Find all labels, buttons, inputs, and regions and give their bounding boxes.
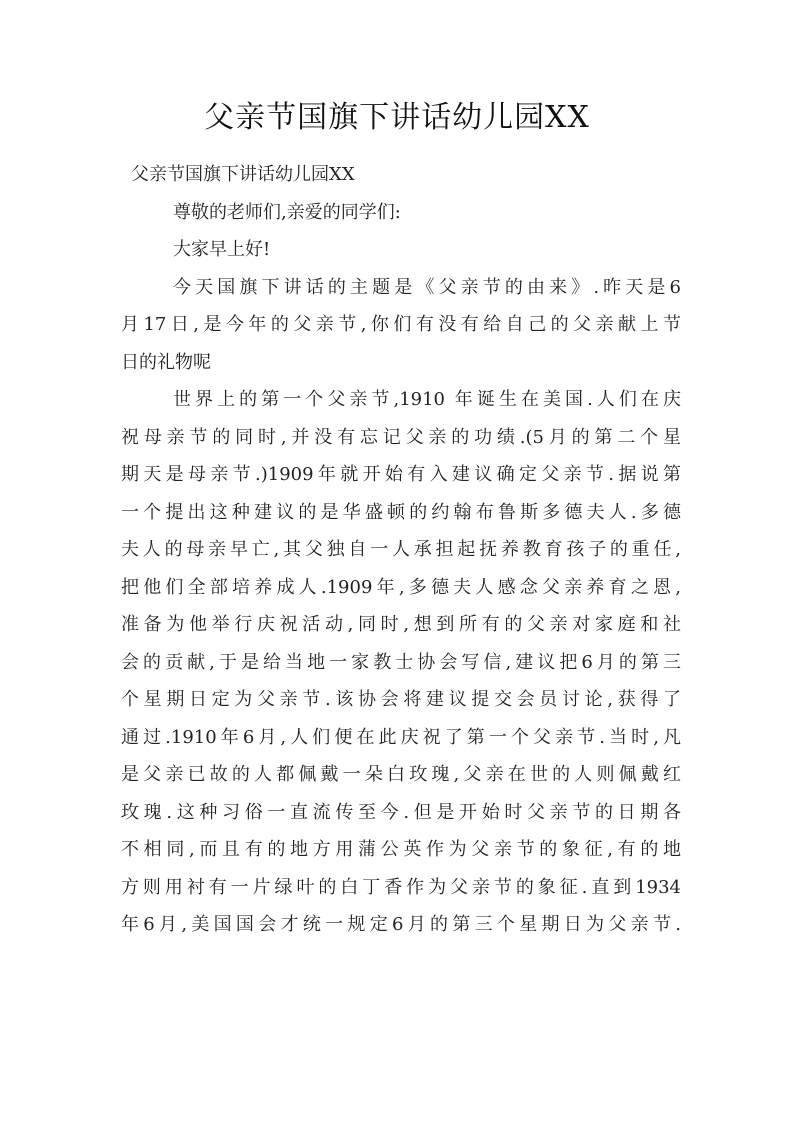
greeting-line: 大家早上好! <box>173 239 271 260</box>
paragraph-line: 一个提出这种建议的是华盛顿的约翰布鲁斯多德夫人.多德 <box>121 501 681 523</box>
paragraph-line: 是父亲已故的人都佩戴一朵白玫瑰,父亲在世的人则佩戴红 <box>121 764 681 785</box>
paragraph-line: 通过.1910年6月,人们便在此庆祝了第一个父亲节.当时,凡 <box>121 726 681 748</box>
paragraph-line: 个星期日定为父亲节.该协会将建议提交会员讨论,获得了 <box>121 689 681 710</box>
paragraph-line: 把他们全部培养成人.1909年,多德夫人感念父亲养育之恩, <box>121 576 681 598</box>
paragraph-line: 期天是母亲节.)1909年就开始有入建议确定父亲节.据说第 <box>121 464 681 485</box>
paragraph-line: 年6月,美国国会才统一规定6月的第三个星期日为父亲节. <box>121 914 681 935</box>
paragraph-line: 世界上的第一个父亲节,1910 年诞生在美国.人们在庆 <box>173 389 681 410</box>
paragraph-line: 日的礼物呢 <box>121 351 211 373</box>
paragraph-line: 祝母亲节的同时,并没有忘记父亲的功绩.(5月的第二个星 <box>121 426 681 448</box>
paragraph-line: 方则用衬有一片绿叶的白丁香作为父亲节的象征.直到1934 <box>121 876 681 898</box>
paragraph-line: 会的贡献,于是给当地一家教士协会写信,建议把6月的第三 <box>121 651 681 673</box>
document-body <box>121 156 681 944</box>
paragraph-line: 不相同,而且有的地方用蒲公英作为父亲节的象征,有的地 <box>121 839 681 860</box>
paragraph-line: 玫瑰.这种习俗一直流传至今.但是开始时父亲节的日期各 <box>121 801 681 823</box>
paragraph-line: 准备为他举行庆祝活动,同时,想到所有的父亲对家庭和社 <box>121 614 681 635</box>
greeting-line: 尊敬的老师们,亲爱的同学们: <box>173 201 401 223</box>
paragraph-line: 夫人的母亲早亡,其父独自一人承担起抚养教育孩子的重任, <box>121 539 681 560</box>
document-title: 父亲节国旗下讲话幼儿园XX <box>204 100 590 135</box>
subtitle-line: 父亲节国旗下讲话幼儿园XX <box>131 164 355 185</box>
paragraph-line: 月17日,是今年的父亲节,你们有没有给自己的父亲献上节 <box>121 314 681 335</box>
paragraph-line: 今天国旗下讲话的主题是《父亲节的由来》.昨天是6 <box>173 276 681 298</box>
